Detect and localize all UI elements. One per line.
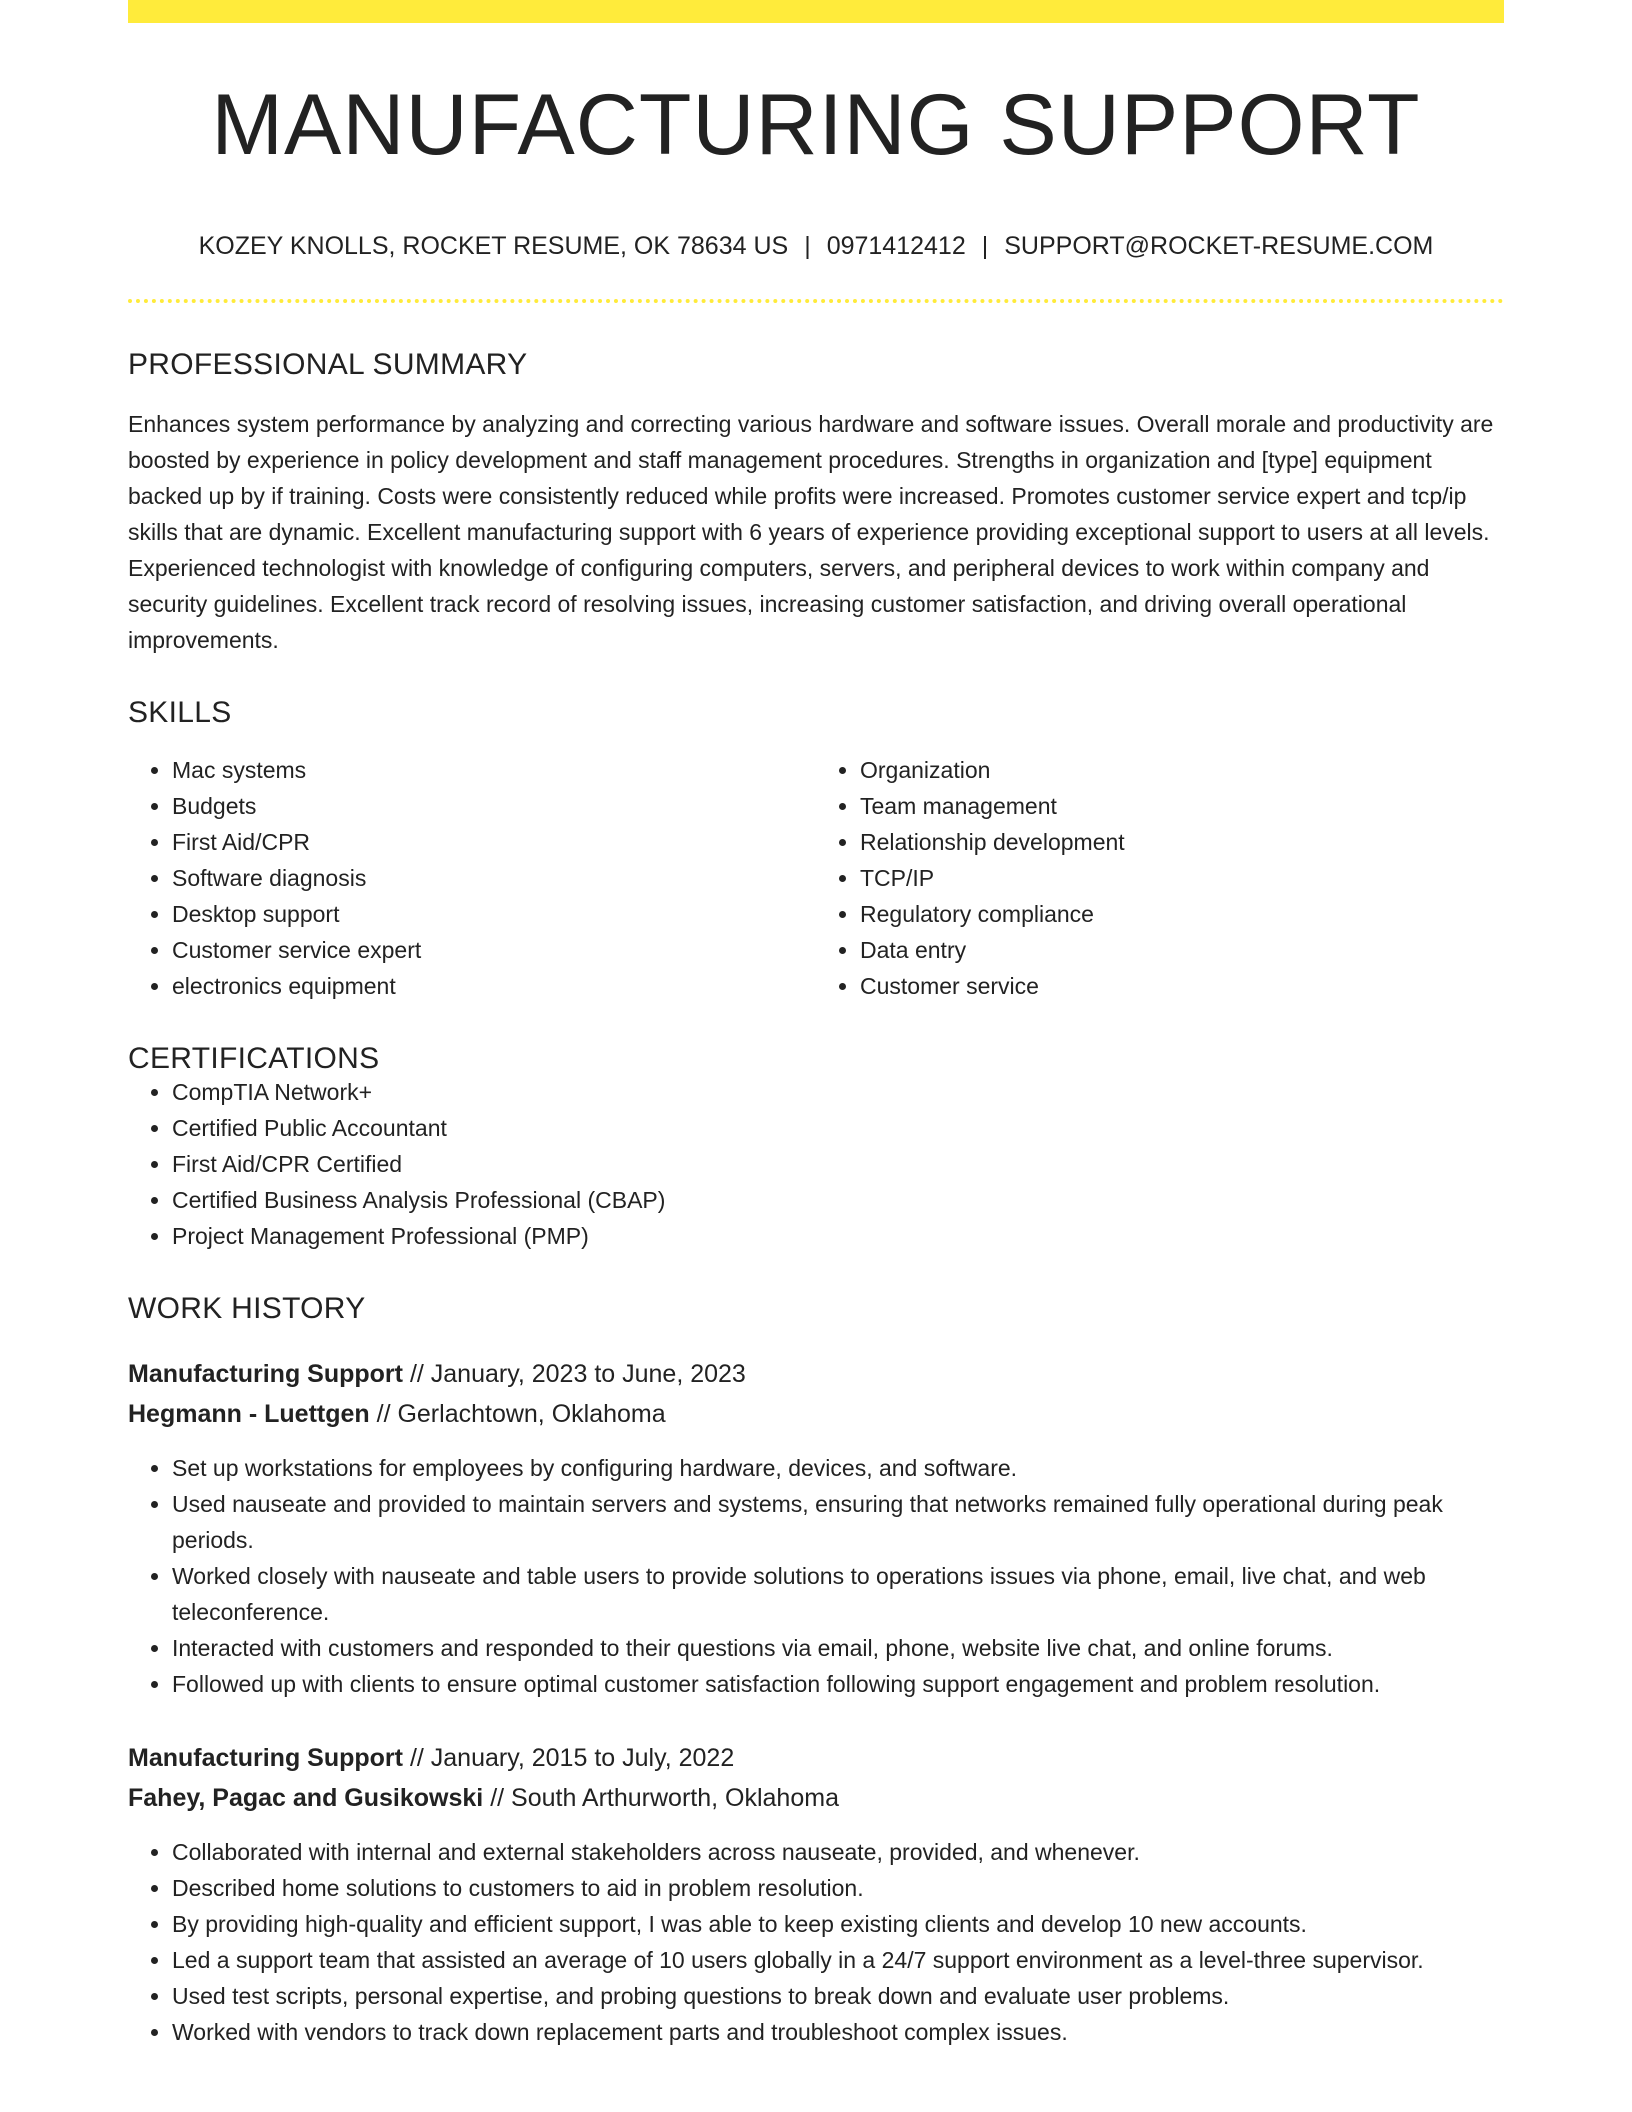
job-title: Manufacturing Support bbox=[128, 1744, 403, 1772]
top-accent-bar bbox=[128, 0, 1504, 23]
list-item: • Team management bbox=[860, 788, 1504, 824]
job-duties-list bbox=[128, 1450, 1504, 1702]
job-entry bbox=[128, 1354, 1504, 1702]
list-item: • Certified Business Analysis Professional (CBAP) bbox=[172, 1182, 1504, 1218]
job-location: // Gerlachtown, Oklahoma bbox=[376, 1400, 666, 1428]
list-item: • Organization bbox=[860, 752, 1504, 788]
contact-phone: 0971412412 bbox=[826, 232, 966, 260]
job-title-line bbox=[128, 1354, 1504, 1394]
job-duties-list bbox=[128, 1834, 1504, 2050]
contact-line bbox=[128, 234, 1504, 259]
resume-page bbox=[128, 0, 1504, 2050]
list-item: • Data entry bbox=[860, 932, 1504, 968]
list-item: • Collaborated with internal and external stakeholders across nauseate, provided, and whenever. bbox=[172, 1834, 1504, 1870]
list-item: • Followed up with clients to ensure optimal customer satisfaction following support engagement and problem resolution. bbox=[172, 1666, 1504, 1702]
skills-list-right bbox=[816, 752, 1504, 1004]
list-item: • Certified Public Accountant bbox=[172, 1110, 1504, 1146]
header-divider bbox=[128, 299, 1504, 303]
list-item: • First Aid/CPR bbox=[172, 824, 816, 860]
job-entry bbox=[128, 1738, 1504, 2050]
list-item: • Relationship development bbox=[860, 824, 1504, 860]
summary-heading: PROFESSIONAL SUMMARY bbox=[128, 348, 528, 381]
list-item: • Project Management Professional (PMP) bbox=[172, 1218, 1504, 1254]
job-title: Manufacturing Support bbox=[128, 1360, 403, 1388]
list-item: • Led a support team that assisted an average of 10 users globally in a 24/7 support environment as a level-three supervisor. bbox=[172, 1942, 1504, 1978]
contact-email: SUPPORT@ROCKET-RESUME.COM bbox=[1004, 232, 1434, 260]
certifications-heading: CERTIFICATIONS bbox=[128, 1042, 380, 1075]
list-item: • First Aid/CPR Certified bbox=[172, 1146, 1504, 1182]
skills-list-left bbox=[128, 752, 816, 1004]
certifications-list bbox=[128, 1074, 1504, 1254]
list-item: • electronics equipment bbox=[172, 968, 816, 1004]
list-item: • Used test scripts, personal expertise, and probing questions to break down and evaluate user problems. bbox=[172, 1978, 1504, 2014]
page-title: MANUFACTURING SUPPORT bbox=[211, 77, 1421, 173]
job-company-line bbox=[128, 1394, 1504, 1434]
list-item: • Software diagnosis bbox=[172, 860, 816, 896]
job-dates: // January, 2015 to July, 2022 bbox=[409, 1744, 735, 1772]
list-item: • Budgets bbox=[172, 788, 816, 824]
list-item: • CompTIA Network+ bbox=[172, 1074, 1504, 1110]
job-company: Fahey, Pagac and Gusikowski bbox=[128, 1784, 484, 1812]
list-item: • Used nauseate and provided to maintain servers and systems, ensuring that networks remained fully operational during peak periods. bbox=[172, 1486, 1504, 1558]
job-location: // South Arthurworth, Oklahoma bbox=[490, 1784, 839, 1812]
list-item: • Desktop support bbox=[172, 896, 816, 932]
skills-columns bbox=[128, 752, 1504, 1004]
job-title-line bbox=[128, 1738, 1504, 1778]
contact-separator: | bbox=[981, 232, 989, 260]
list-item: • Described home solutions to customers to aid in problem resolution. bbox=[172, 1870, 1504, 1906]
list-item: • TCP/IP bbox=[860, 860, 1504, 896]
list-item: • Customer service expert bbox=[172, 932, 816, 968]
list-item: • Set up workstations for employees by configuring hardware, devices, and software. bbox=[172, 1450, 1504, 1486]
contact-separator: | bbox=[804, 232, 811, 260]
summary-text: Enhances system performance by analyzing and correcting various hardware and software issues. Overall morale and productivity are boosted by experience in policy development and staff management procedures. Strengths in organization and [type] equipment backed up by if training. Costs were consistently reduced while profits were increased. Promotes customer service expert and tcp/ip skills that are dynamic. Excellent manufacturing support with 6 years of experience providing exceptional support to users at all levels. Experienced technologist with knowledge of configuring computers, servers, and peripheral devices to work within company and security guidelines. Excellent track record of resolving issues, increasing customer satisfaction, and driving overall operational improvements. bbox=[128, 411, 1494, 653]
list-item: • Regulatory compliance bbox=[860, 896, 1504, 932]
job-dates: // January, 2023 to June, 2023 bbox=[409, 1360, 746, 1388]
skills-heading: SKILLS bbox=[128, 696, 232, 729]
work-history-heading: WORK HISTORY bbox=[128, 1292, 366, 1325]
list-item: • Customer service bbox=[860, 968, 1504, 1004]
job-company-line bbox=[128, 1778, 1504, 1818]
list-item: • Mac systems bbox=[172, 752, 816, 788]
list-item: • Worked closely with nauseate and table users to provide solutions to operations issues via phone, email, live chat, and web teleconference. bbox=[172, 1558, 1504, 1630]
job-company: Hegmann - Luettgen bbox=[128, 1400, 370, 1428]
list-item: • By providing high-quality and efficient support, I was able to keep existing clients and develop 10 new accounts. bbox=[172, 1906, 1504, 1942]
list-item: • Worked with vendors to track down replacement parts and troubleshoot complex issues. bbox=[172, 2014, 1504, 2050]
list-item: • Interacted with customers and responded to their questions via email, phone, website live chat, and online forums. bbox=[172, 1630, 1504, 1666]
contact-address: KOZEY KNOLLS, ROCKET RESUME, OK 78634 US bbox=[198, 232, 789, 260]
